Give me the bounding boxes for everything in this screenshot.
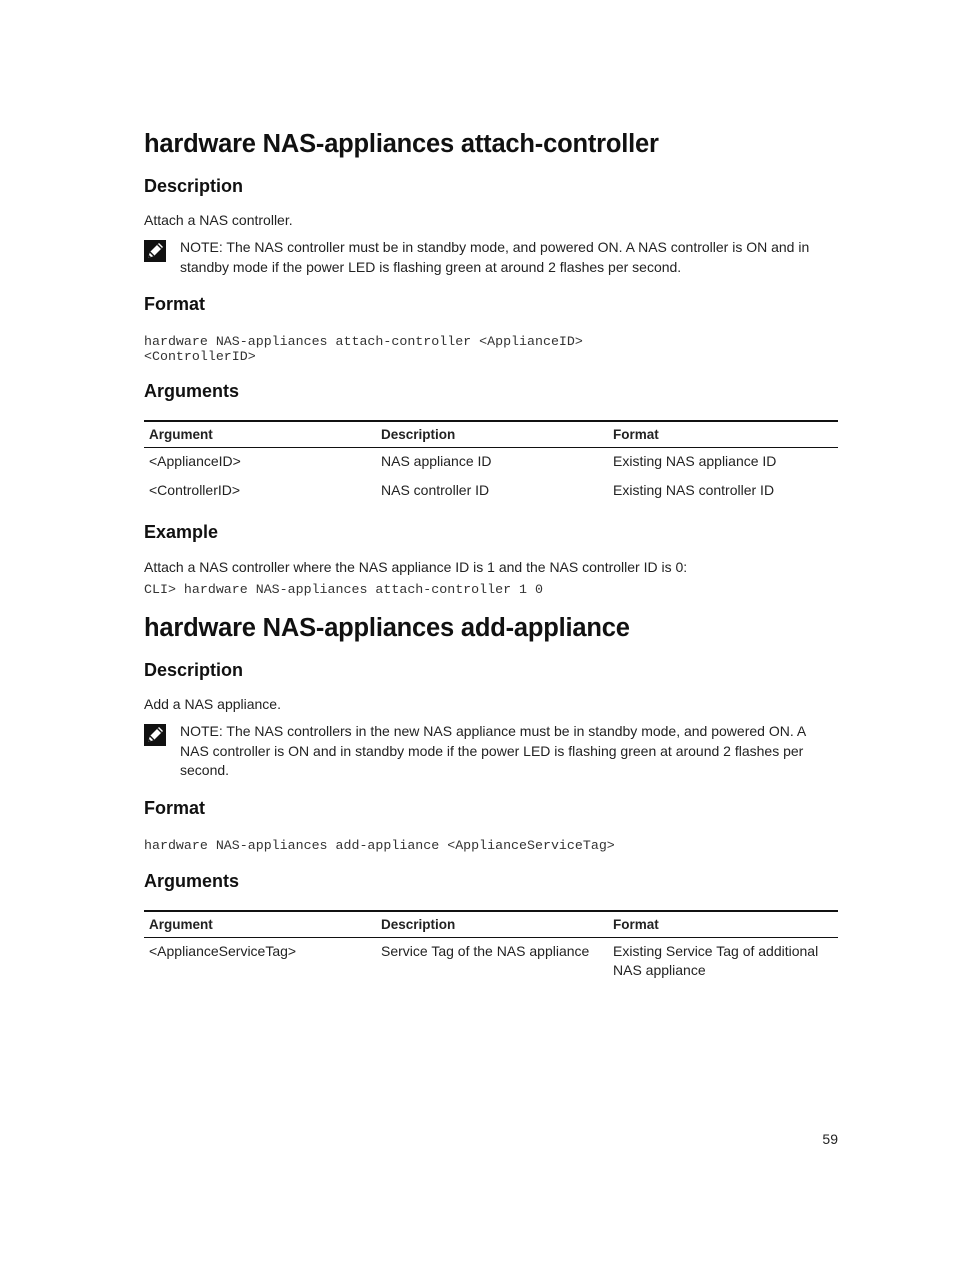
table-cell: Existing Service Tag of additional NAS appliance — [613, 942, 819, 978]
page-number: 59 — [822, 1131, 838, 1147]
page-content — [144, 126, 838, 986]
note-pencil-icon — [144, 240, 166, 262]
table-header-format: Format — [608, 911, 838, 938]
table-header-description: Description — [376, 911, 608, 938]
section-title-add-appliance: hardware NAS-appliances add-appliance — [144, 614, 630, 642]
note-label: NOTE: — [180, 723, 223, 739]
table-cell: NAS controller ID — [381, 482, 490, 498]
format-code-line: hardware NAS-appliances add-appliance <ApplianceServiceTag> — [144, 837, 615, 853]
note-text: The NAS controllers in the new NAS appliance must be in standby mode, and powered ON. A NAS controller is ON and in standby mode if the power LED is flashing green at around 2 flashes per second. — [180, 723, 806, 778]
table-cell: <ApplianceServiceTag> — [149, 942, 297, 959]
arguments-table — [144, 910, 838, 986]
arguments-heading: Arguments — [144, 381, 240, 401]
format-code-line: <ControllerID> — [144, 349, 256, 364]
table-row — [144, 477, 838, 506]
note-pencil-icon — [144, 724, 166, 746]
table-cell: <ApplianceID> — [149, 453, 241, 469]
note-block — [144, 722, 838, 781]
table-row — [144, 448, 838, 478]
format-heading: Format — [144, 294, 206, 314]
table-cell: <ControllerID> — [149, 482, 241, 498]
table-header-row — [144, 421, 838, 448]
table-header-row — [144, 911, 838, 938]
example-heading: Example — [144, 522, 219, 542]
note-block — [144, 238, 838, 277]
table-header-argument: Argument — [144, 421, 376, 448]
format-code-line: hardware NAS-appliances attach-controller <ApplianceID> — [144, 334, 583, 349]
table-header-argument: Argument — [144, 911, 376, 938]
table-row — [144, 937, 838, 986]
example-text: Attach a NAS controller where the NAS appliance ID is 1 and the NAS controller ID is 0: — [144, 559, 688, 575]
table-cell: Existing NAS controller ID — [613, 482, 775, 498]
table-cell: Existing NAS appliance ID — [613, 453, 777, 469]
arguments-table — [144, 420, 838, 506]
description-heading: Description — [144, 660, 244, 680]
table-header-description: Description — [376, 421, 608, 448]
note-label: NOTE: — [180, 239, 223, 255]
table-cell: Service Tag of the NAS appliance — [381, 942, 590, 959]
format-heading: Format — [144, 797, 206, 818]
table-cell: NAS appliance ID — [381, 453, 492, 469]
example-code: CLI> hardware NAS-appliances attach-controller 1 0 — [144, 582, 543, 597]
note-text: The NAS controller must be in standby mode, and powered ON. A NAS controller is ON and in standby mode if the power LED is flashing green at around 2 flashes per second. — [180, 239, 810, 275]
description-text: Attach a NAS controller. — [144, 212, 293, 228]
section-title-attach-controller: hardware NAS-appliances attach-controller — [144, 130, 659, 158]
arguments-heading: Arguments — [144, 870, 240, 891]
table-header-format: Format — [608, 421, 838, 448]
description-heading: Description — [144, 176, 244, 196]
description-text: Add a NAS appliance. — [144, 696, 281, 712]
